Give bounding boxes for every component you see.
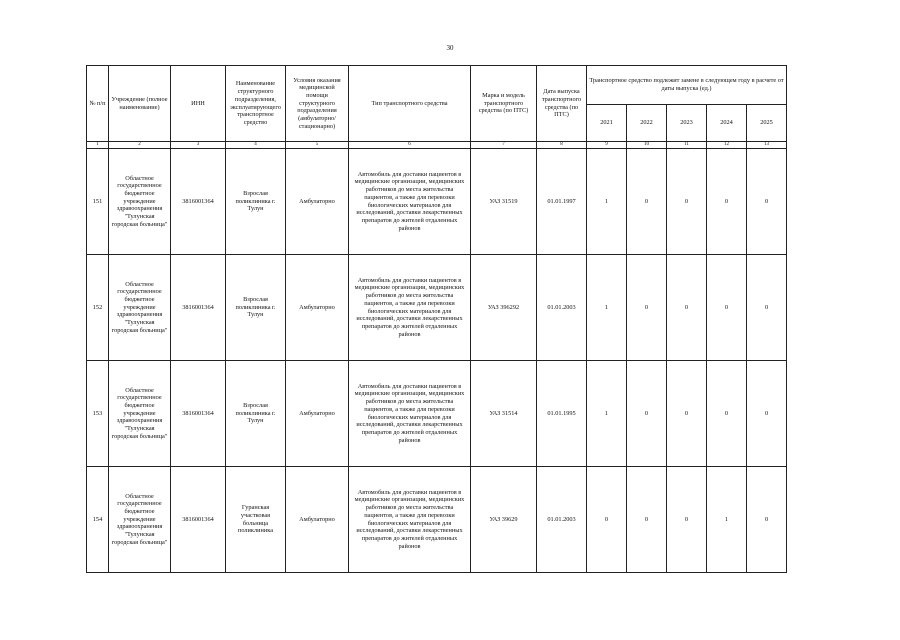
cell-year-2021: 1 [587, 255, 627, 361]
cell-year-2021: 1 [587, 361, 627, 467]
cell-vehicle-type: Автомобиль для доставки пациентов в медицинские организации, медицинских работников до места жительства пациентов, а также для перевозки биологических материалов для исследований, доставки лекарственных препаратов до жителей отдаленных районов [349, 467, 471, 573]
cell-year-2021: 1 [587, 149, 627, 255]
cell-subdivision: Взрослая поликлиника г. Тулун [226, 149, 286, 255]
column-number: 7 [471, 142, 537, 149]
cell-institution: Областное государственное бюджетное учреждение здравоохранения "Тулунская городская больница" [109, 467, 171, 573]
cell-year-2023: 0 [667, 361, 707, 467]
cell-vehicle-type: Автомобиль для доставки пациентов в медицинские организации, медицинских работников до места жительства пациентов, а также для перевозки биологических материалов для исследований, доставки лекарственных препаратов до жителей отдаленных районов [349, 255, 471, 361]
header-num: № п/п [87, 66, 109, 142]
column-number: 2 [109, 142, 171, 149]
table-row [87, 467, 787, 573]
column-number-row [87, 142, 787, 149]
cell-num: 151 [87, 149, 109, 255]
cell-year-2022: 0 [627, 361, 667, 467]
cell-care-conditions: Амбулаторно [286, 149, 349, 255]
cell-brand-model: УАЗ 39629 [471, 467, 537, 573]
page-number: 30 [446, 44, 454, 52]
header-vehicle-type: Тип транспортного средства [349, 66, 471, 142]
header-institution: Учреждение (полное наименование) [109, 66, 171, 142]
cell-care-conditions: Амбулаторно [286, 361, 349, 467]
cell-inn: 3816001364 [171, 255, 226, 361]
header-care-conditions: Условия оказания медицинской помощи структурного подразделения (амбулаторно/ стационарно) [286, 66, 349, 142]
header-year-2024: 2024 [707, 105, 747, 142]
cell-num: 152 [87, 255, 109, 361]
table-body [87, 142, 787, 573]
cell-vehicle-type: Автомобиль для доставки пациентов в медицинские организации, медицинских работников до места жительства пациентов, а также для перевозки биологических материалов для исследований, доставки лекарственных препаратов до жителей отдаленных районов [349, 149, 471, 255]
header-release-date: Дата выпуска транспортного средства (по ПТС) [537, 66, 587, 142]
cell-vehicle-type: Автомобиль для доставки пациентов в медицинские организации, медицинских работников до места жительства пациентов, а также для перевозки биологических материалов для исследований, доставки лекарственных препаратов до жителей отдаленных районов [349, 361, 471, 467]
header-year-2025: 2025 [747, 105, 787, 142]
header-year-2022: 2022 [627, 105, 667, 142]
cell-inn: 3816001364 [171, 149, 226, 255]
cell-year-2022: 0 [627, 149, 667, 255]
column-number: 4 [226, 142, 286, 149]
column-number: 3 [171, 142, 226, 149]
header-subdivision: Наименование структурного подразделения, эксплуатирующего транспортное средство [226, 66, 286, 142]
cell-subdivision: Гуранская участковая больница поликлиника [226, 467, 286, 573]
column-number: 12 [707, 142, 747, 149]
cell-num: 154 [87, 467, 109, 573]
cell-year-2024: 1 [707, 467, 747, 573]
column-number: 10 [627, 142, 667, 149]
cell-release-date: 01.01.1995 [537, 361, 587, 467]
cell-brand-model: УАЗ 31519 [471, 149, 537, 255]
cell-year-2023: 0 [667, 149, 707, 255]
column-number: 13 [747, 142, 787, 149]
cell-institution: Областное государственное бюджетное учреждение здравоохранения "Тулунская городская больница" [109, 255, 171, 361]
vehicle-replacement-table [86, 65, 787, 573]
cell-institution: Областное государственное бюджетное учреждение здравоохранения "Тулунская городская больница" [109, 361, 171, 467]
cell-year-2025: 0 [747, 361, 787, 467]
column-number: 6 [349, 142, 471, 149]
cell-inn: 3816001364 [171, 467, 226, 573]
cell-release-date: 01.01.1997 [537, 149, 587, 255]
cell-year-2024: 0 [707, 255, 747, 361]
cell-brand-model: УАЗ 31514 [471, 361, 537, 467]
cell-subdivision: Взрослая поликлиника г. Тулун [226, 255, 286, 361]
table-header [87, 66, 787, 142]
cell-release-date: 01.01.2003 [537, 255, 587, 361]
cell-num: 153 [87, 361, 109, 467]
header-replacement: Транспортное средство подлежит замене в следующем году в расчете от даты выпуска (ед.) [587, 66, 787, 105]
column-number: 11 [667, 142, 707, 149]
cell-year-2022: 0 [627, 255, 667, 361]
cell-year-2024: 0 [707, 149, 747, 255]
cell-brand-model: УАЗ 396292 [471, 255, 537, 361]
column-number: 8 [537, 142, 587, 149]
table-row [87, 361, 787, 467]
column-number: 9 [587, 142, 627, 149]
header-year-2021: 2021 [587, 105, 627, 142]
header-inn: ИНН [171, 66, 226, 142]
table-row [87, 149, 787, 255]
cell-year-2024: 0 [707, 361, 747, 467]
cell-care-conditions: Амбулаторно [286, 467, 349, 573]
cell-year-2025: 0 [747, 255, 787, 361]
cell-release-date: 01.01.2003 [537, 467, 587, 573]
cell-year-2022: 0 [627, 467, 667, 573]
cell-year-2023: 0 [667, 255, 707, 361]
cell-subdivision: Взрослая поликлиника г. Тулун [226, 361, 286, 467]
table-row [87, 255, 787, 361]
header-year-2023: 2023 [667, 105, 707, 142]
column-number: 5 [286, 142, 349, 149]
cell-care-conditions: Амбулаторно [286, 255, 349, 361]
cell-year-2023: 0 [667, 467, 707, 573]
cell-inn: 3816001364 [171, 361, 226, 467]
cell-year-2025: 0 [747, 149, 787, 255]
cell-year-2025: 0 [747, 467, 787, 573]
header-brand-model: Марка и модель транспортного средства (по ПТС) [471, 66, 537, 142]
cell-institution: Областное государственное бюджетное учреждение здравоохранения "Тулунская городская больница" [109, 149, 171, 255]
column-number: 1 [87, 142, 109, 149]
cell-year-2021: 0 [587, 467, 627, 573]
